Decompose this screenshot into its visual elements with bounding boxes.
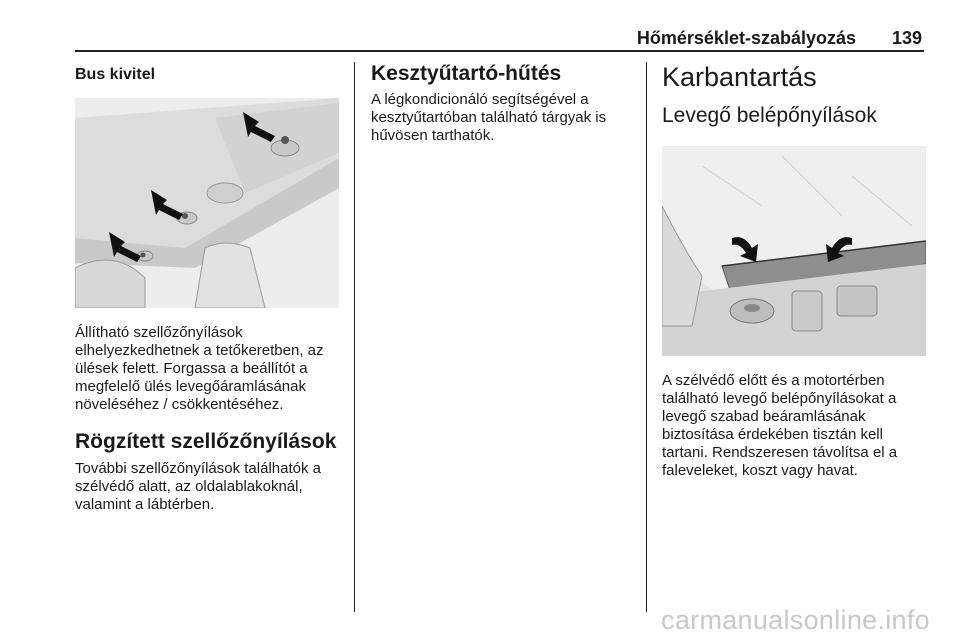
air-intake-text: A szélvédő előtt és a motortérben található levegő belépőnyílásokat a levegő szabad beáramlásának biztosítása érdekében tisztán kell tartani. Rendszeresen távolítsa el a faleveleket, koszt vagy havat. xyxy=(662,372,898,479)
roof-vents-icon xyxy=(75,98,339,308)
column-divider-1 xyxy=(354,62,355,612)
roof-vents-illustration xyxy=(75,98,339,308)
column-2 xyxy=(371,62,635,145)
column-divider-2 xyxy=(646,62,647,612)
glovebox-cooling-text: A légkondicionáló segítségével a kesztyűtartóban található tárgyak is hűvösen tarthatók. xyxy=(371,91,607,144)
maintenance-heading: Karbantartás xyxy=(662,62,817,92)
page-header xyxy=(75,24,924,50)
engine-bay-illustration xyxy=(662,146,926,356)
header-rule xyxy=(75,50,924,52)
column-1 xyxy=(75,62,345,514)
column-3 xyxy=(662,62,928,480)
page-number: 139 xyxy=(891,28,922,48)
glovebox-cooling-heading: Kesztyűtartó-hűtés xyxy=(371,62,562,85)
fixed-vents-heading: Rögzített szellőzőnyílások xyxy=(75,430,337,453)
air-intake-heading: Levegő belépőnyílások xyxy=(662,104,877,127)
watermark: carmanualsonline.info xyxy=(661,605,930,635)
bus-version-heading: Bus kivitel xyxy=(75,66,156,83)
chapter-title: Hőmérséklet-szabályozás xyxy=(636,28,856,48)
air-intake-icon xyxy=(662,146,926,356)
adjustable-vents-text: Állítható szellőzőnyílások elhelyezkedhetnek a tetőkeretben, az ülések felett. Forgassa a beállítót a megfelelő ülés levegőáramlásának növeléséhez / csökkentéséhez. xyxy=(75,324,324,413)
fixed-vents-text: További szellőzőnyílások találhatók a szélvédő alatt, az oldalablakoknál, valamint a lábtérben. xyxy=(75,460,321,513)
